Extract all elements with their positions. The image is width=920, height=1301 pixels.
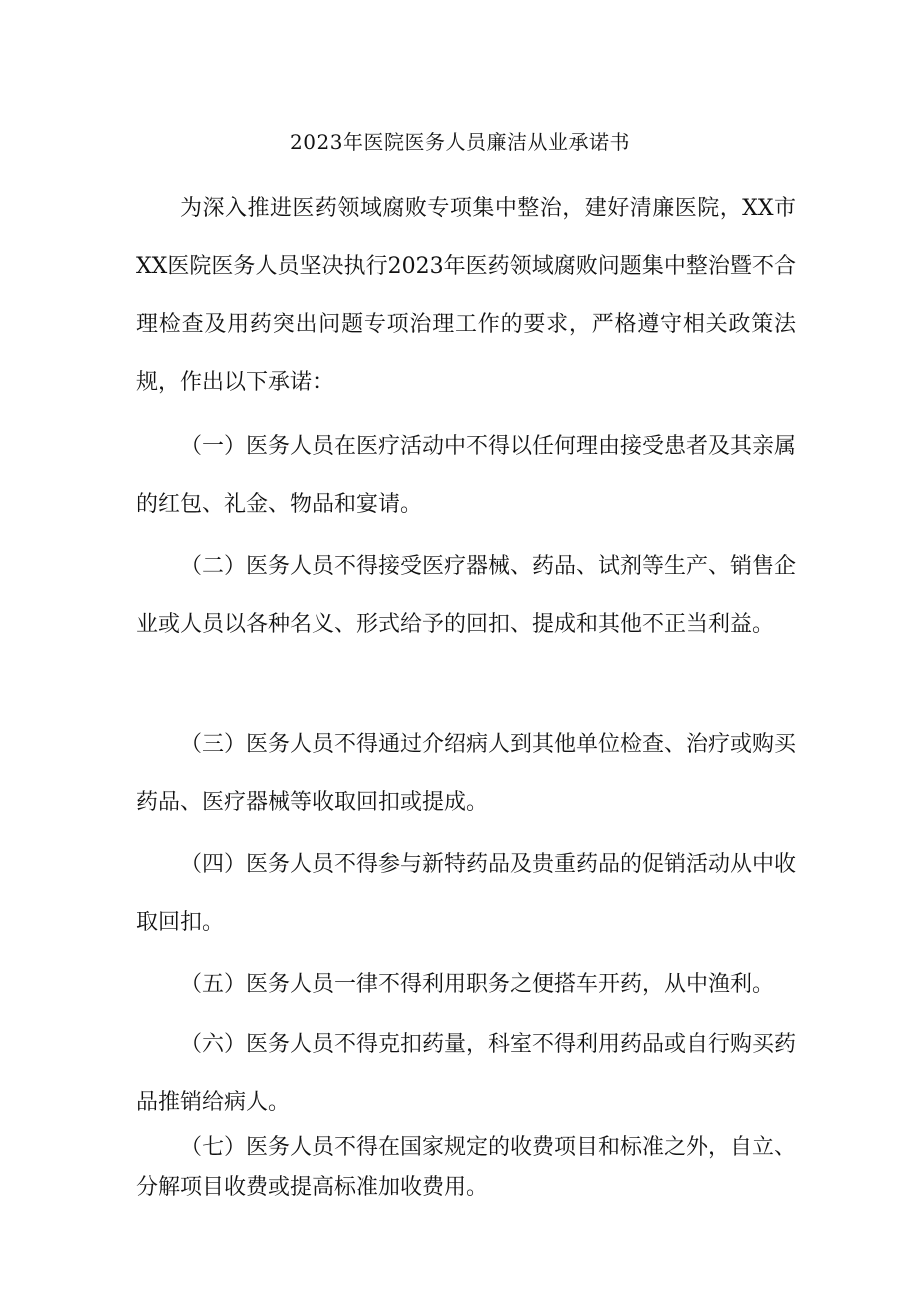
commitment-item-4: （四）医务人员不得参与新特药品及贵重药品的促销活动从中收取回扣。 <box>136 852 797 935</box>
commitment-item-1: （一）医务人员在医疗活动中不得以任何理由接受患者及其亲属的红包、礼金、物品和宴请。 <box>136 434 797 517</box>
intro-paragraph: 为深入推进医药领域腐败专项集中整治，建好清廉医院，XX市XX医院医务人员坚决执行2023年医药领域腐败问题集中整治暨不合理检查及用药突出问题专项治理工作的要求，严格遵守相关政策法规，作出以下承诺： <box>136 196 796 395</box>
commitment-item-6: （六）医务人员不得克扣药量，科室不得利用药品或自行购买药品推销给病人。 <box>136 1032 797 1115</box>
commitment-item-5: （五）医务人员一律不得利用职务之便搭车开药，从中渔利。 <box>180 972 775 997</box>
document-title: 2023年医院医务人员廉洁从业承诺书 <box>290 130 630 154</box>
commitment-item-7: （七）医务人员不得在国家规定的收费项目和标准之外，自立、分解项目收费或提高标准加收费用。 <box>136 1135 797 1200</box>
commitment-item-2: （二）医务人员不得接受医疗器械、药品、试剂等生产、销售企业或人员以各种名义、形式给予的回扣、提成和其他不正当利益。 <box>136 554 797 637</box>
commitment-item-3: （三）医务人员不得通过介绍病人到其他单位检查、治疗或购买药品、医疗器械等收取回扣或提成。 <box>136 732 797 815</box>
